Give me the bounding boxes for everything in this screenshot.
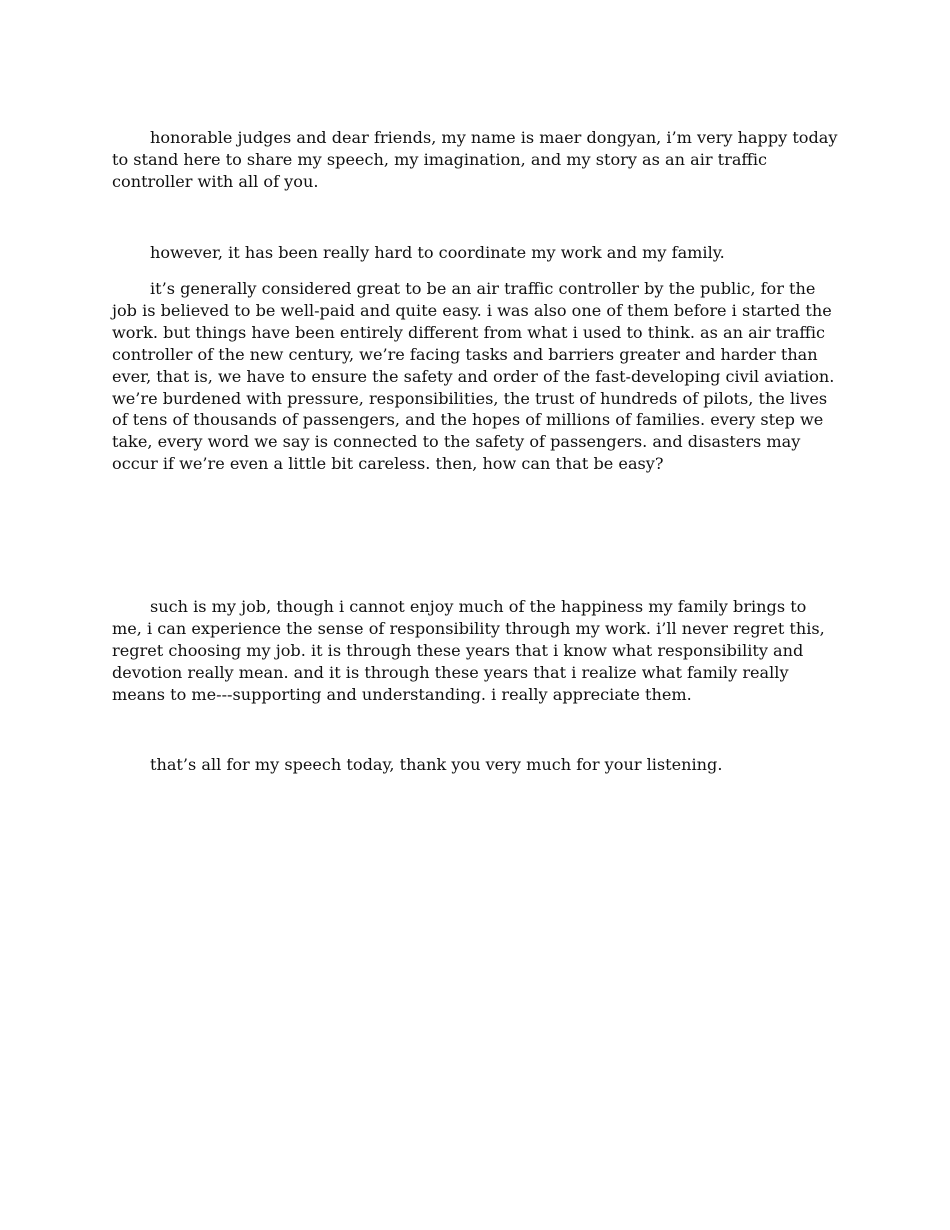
paragraph-reflection: such is my job, though i cannot enjoy much of the happiness my family brings to me, i can experience the sense of responsibility through my work. i’ll never regret this, regret choosing my job. it is through these years that i know what responsibility and devotion really mean. and it is through these years that i realize what family really means to me---supporting and understanding. i really appreciate them. [112, 597, 825, 704]
paragraph-work-family: however, it has been really hard to coordinate my work and my family. [150, 243, 725, 262]
paragraph-introduction: honorable judges and dear friends, my name is maer dongyan, i’m very happy today to stand here to share my speech, my imagination, and my story as an air traffic controller with all of you. [112, 128, 838, 191]
paragraph-closing: that’s all for my speech today, thank you very much for your listening. [150, 755, 723, 774]
paragraph-job-description: it’s generally considered great to be an air traffic controller by the public, for the job is believed to be well-paid and quite easy. i was also one of them before i started the work. but things have been entirely different from what i used to think. as an air traffic controller of the new century, we’re facing tasks and barriers greater and harder than ever, that is, we have to ensure the safety and order of the fast-developing civil aviation. we’re burdened with pressure, responsibilities, the trust of hundreds of pilots, the lives of tens of thousands of passengers, and the hopes of millions of families. every step we take, every word we say is connected to the safety of passengers. and disasters may occur if we’re even a little bit careless. then, how can that be easy? [112, 279, 835, 474]
